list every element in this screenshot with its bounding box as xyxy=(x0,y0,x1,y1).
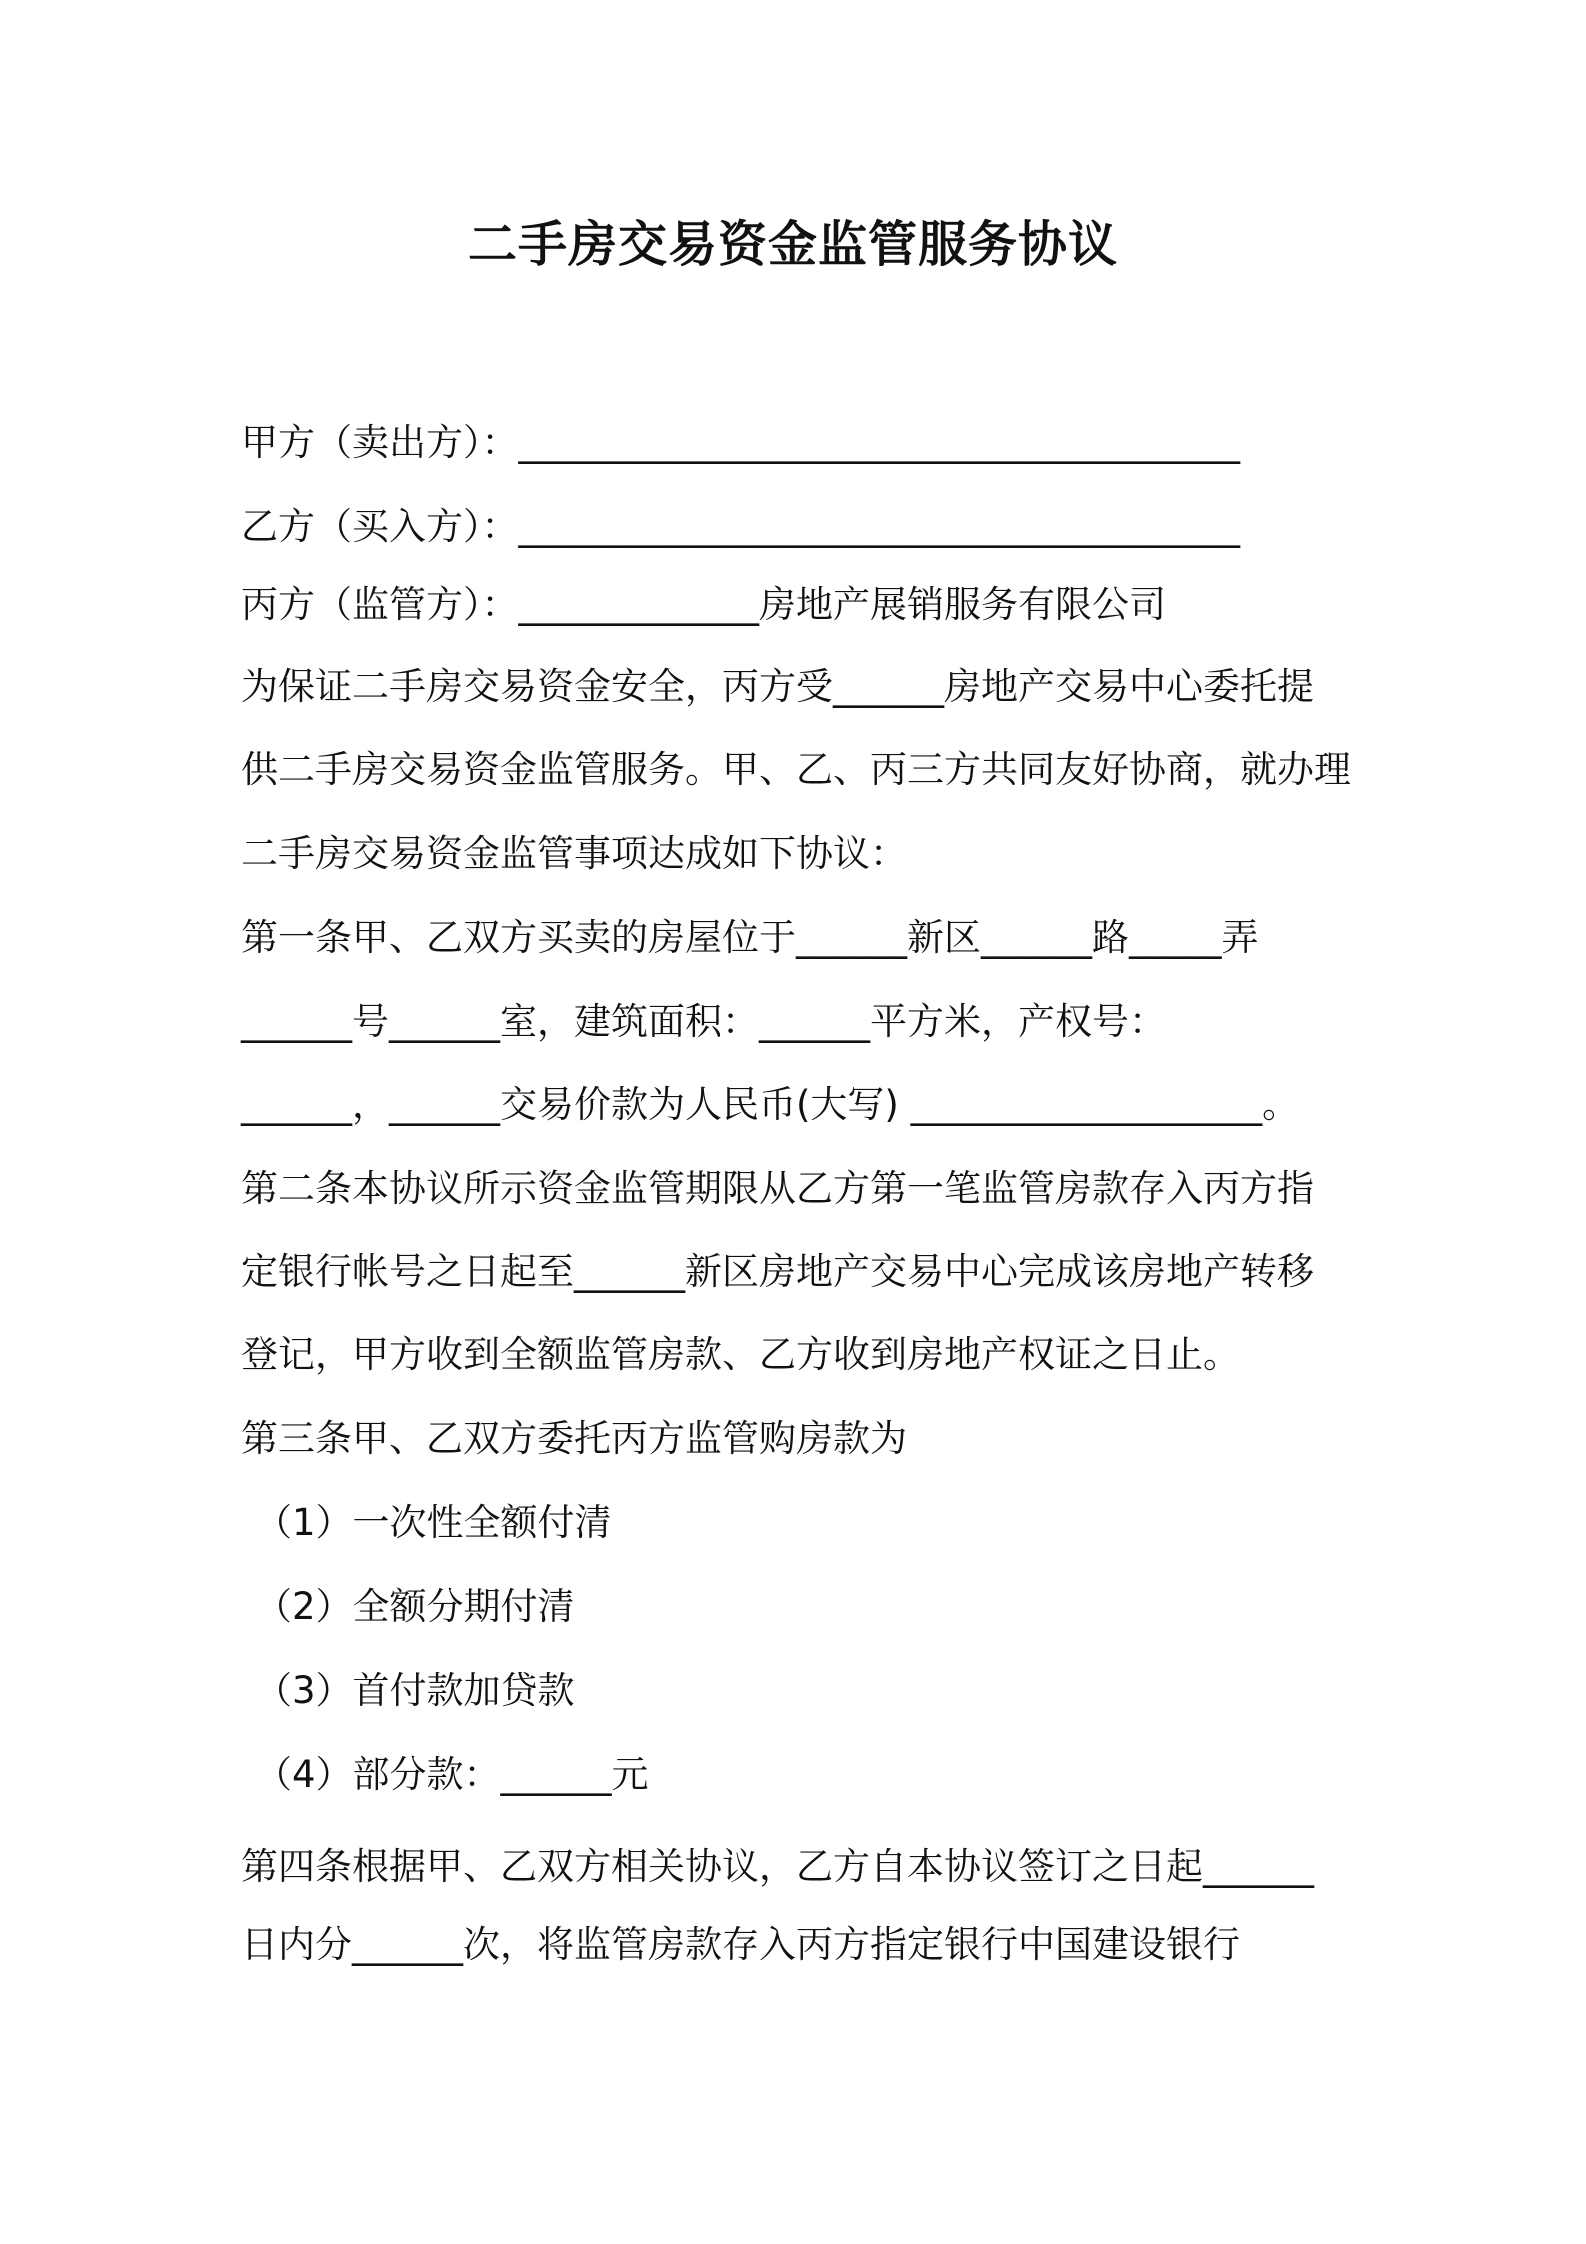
payment-option-1: （1）一次性全额付清 xyxy=(255,1501,612,1544)
party-c-line: 丙方（监管方）：_____________房地产展销服务有限公司 xyxy=(241,583,1166,626)
intro-line-2: 供二手房交易资金监管服务。甲、乙、丙三方共同友好协商，就办理 xyxy=(241,748,1351,791)
article-2-line-1: 第二条本协议所示资金监管期限从乙方第一笔监管房款存入丙方指 xyxy=(241,1167,1314,1210)
payment-option-2: （2）全额分期付清 xyxy=(255,1585,575,1628)
intro-line-3: 二手房交易资金监管事项达成如下协议： xyxy=(241,832,907,875)
party-a-line: 甲方（卖出方）：_______________________________________ xyxy=(241,421,1240,464)
payment-option-3: （3）首付款加贷款 xyxy=(255,1669,575,1712)
article-3-line: 第三条甲、乙双方委托丙方监管购房款为 xyxy=(241,1417,907,1460)
intro-line-1: 为保证二手房交易资金安全，丙方受______房地产交易中心委托提 xyxy=(241,665,1314,708)
payment-option-4: （4）部分款：______元 xyxy=(255,1753,649,1796)
article-4-line-2: 日内分______次，将监管房款存入丙方指定银行中国建设银行 xyxy=(241,1923,1240,1966)
article-1-line-3: ______，______交易价款为人民币(大写) ___________________。 xyxy=(241,1083,1300,1126)
document-title: 二手房交易资金监管服务协议 xyxy=(467,216,1118,273)
article-2-line-2: 定银行帐号之日起至______新区房地产交易中心完成该房地产转移 xyxy=(241,1250,1314,1293)
article-2-line-3: 登记，甲方收到全额监管房款、乙方收到房地产权证之日止。 xyxy=(241,1333,1240,1376)
article-4-line-1: 第四条根据甲、乙双方相关协议，乙方自本协议签订之日起______ xyxy=(241,1845,1314,1888)
article-1-line-1: 第一条甲、乙双方买卖的房屋位于______新区______路_____弄 xyxy=(241,916,1259,959)
article-1-line-2: ______号______室，建筑面积：______平方米，产权号： xyxy=(241,1000,1166,1043)
party-b-line: 乙方（买入方）：_______________________________________ xyxy=(241,505,1240,548)
